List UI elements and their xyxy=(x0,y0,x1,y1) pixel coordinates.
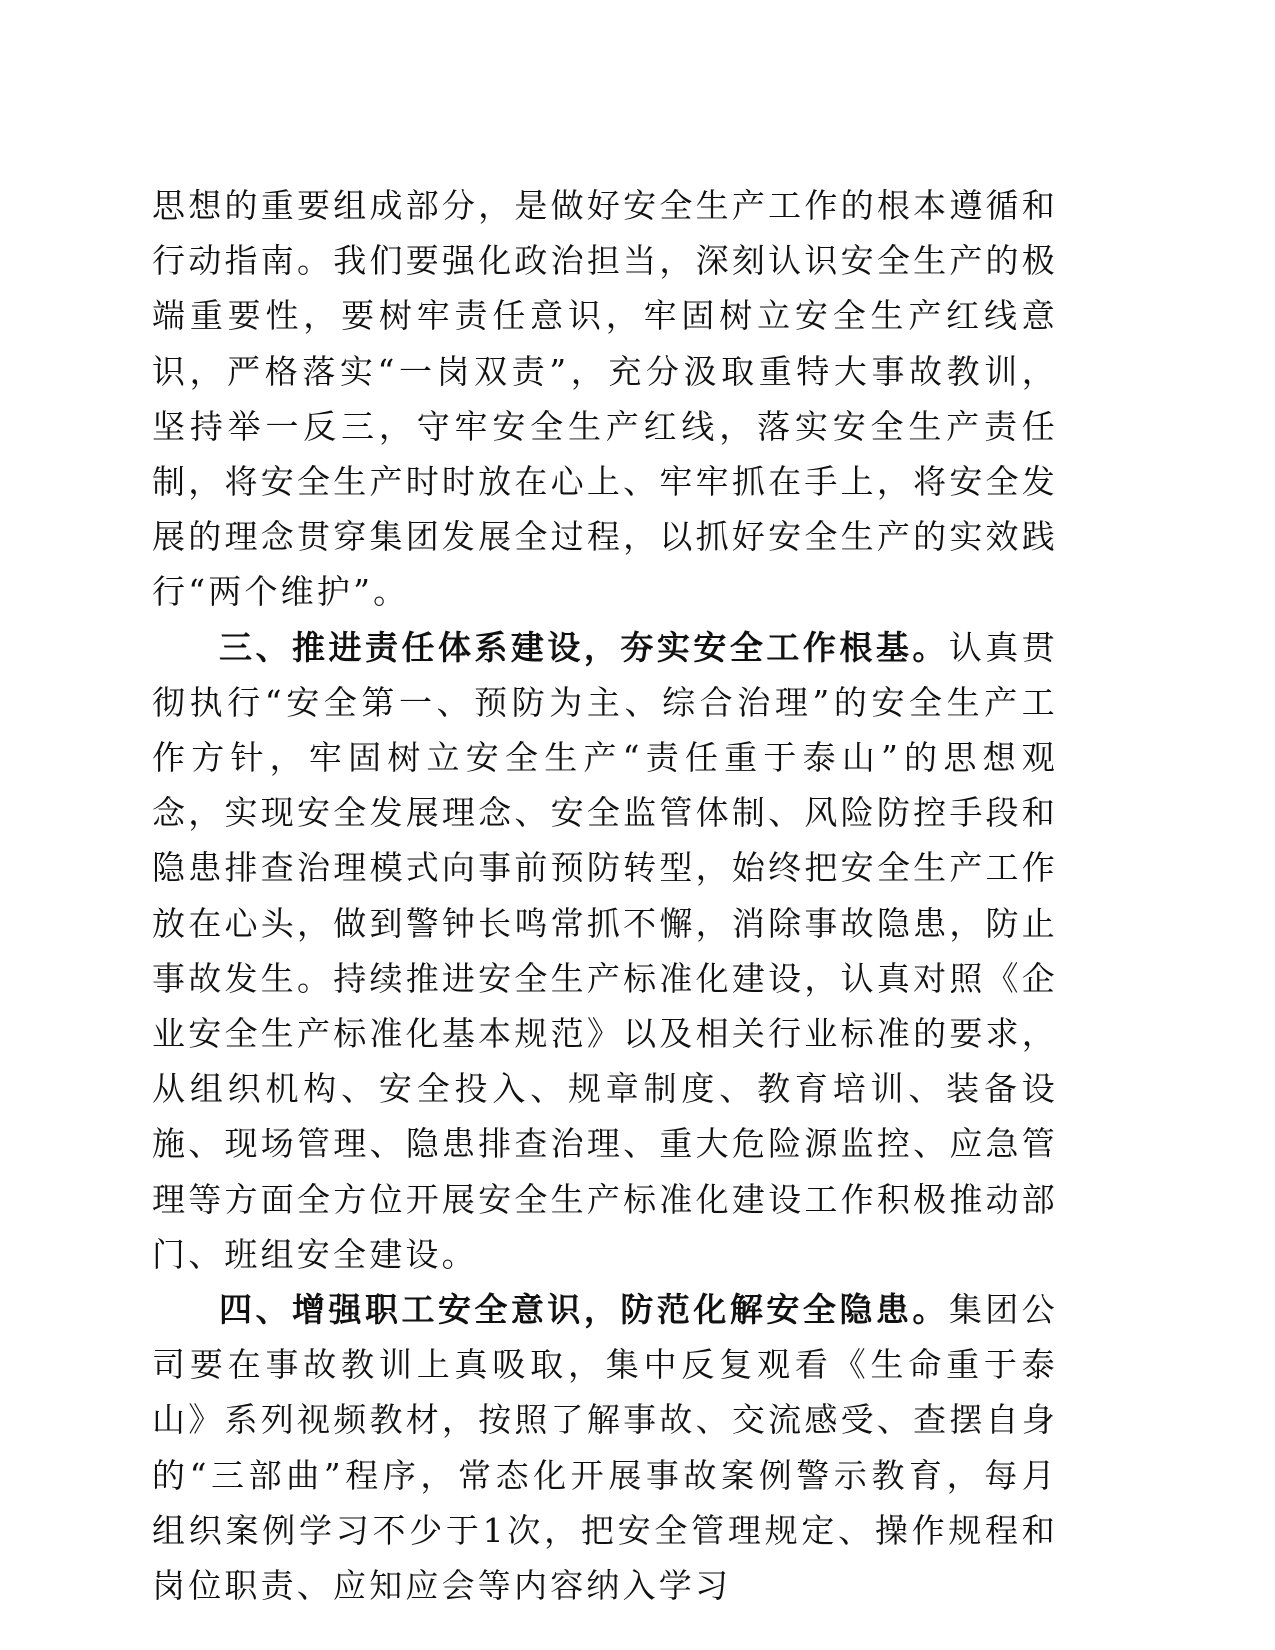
section-heading-3: 三、推进责任体系建设，夯实安全工作根基。 xyxy=(219,627,949,667)
paragraph-2-text: 认真贯彻执行“安全第一、预防为主、综合治理”的安全生产工作方针，牢固树立安全生产“责任重于泰山”的思想观念，实现安全发展理念、安全监管体制、风险防控手段和隐患排查治理模式向事前预防转型，始终把安全生产工作放在心头，做到警钟长鸣常抓不懈，消除事故隐患，防止事故发生。持续推进安全生产标准化建设，认真对照《企业安全生产标准化基本规范》以及相关行业标准的要求，从组织机构、安全投入、规章制度、教育培训、装备设施、现场管理、隐患排查治理、重大危险源监控、应急管理等方面全方位开展安全生产标准化建设工作积极推动部门、班组安全建设。 xyxy=(152,627,1058,1274)
paragraph-2 xyxy=(152,620,1058,1282)
section-heading-4: 四、增强职工安全意识，防范化解安全隐患。 xyxy=(219,1290,949,1330)
paragraph-1-text: 思想的重要组成部分，是做好安全生产工作的根本遵循和行动指南。我们要强化政治担当，深刻认识安全生产的极端重要性，要树牢责任意识，牢固树立安全生产红线意识，严格落实“一岗双责”，充分汲取重特大事故教训，坚持举一反三，守牢安全生产红线，落实安全生产责任制，将安全生产时时放在心上、牢牢抓在手上，将安全发展的理念贯穿集团发展全过程，以抓好安全生产的实效践行“两个维护”。 xyxy=(152,186,1058,612)
paragraph-3 xyxy=(152,1282,1058,1613)
paragraph-1 xyxy=(152,178,1058,620)
paragraph-3-text: 集团公司要在事故教训上真吸取，集中反复观看《生命重于泰山》系列视频教材，按照了解事故、交流感受、查摆自身的“三部曲”程序，常态化开展事故案例警示教育，每月组织案例学习不少于1次，把安全管理规定、操作规程和岗位职责、应知应会等内容纳入学习 xyxy=(152,1290,1058,1606)
document-body xyxy=(152,178,1058,1613)
